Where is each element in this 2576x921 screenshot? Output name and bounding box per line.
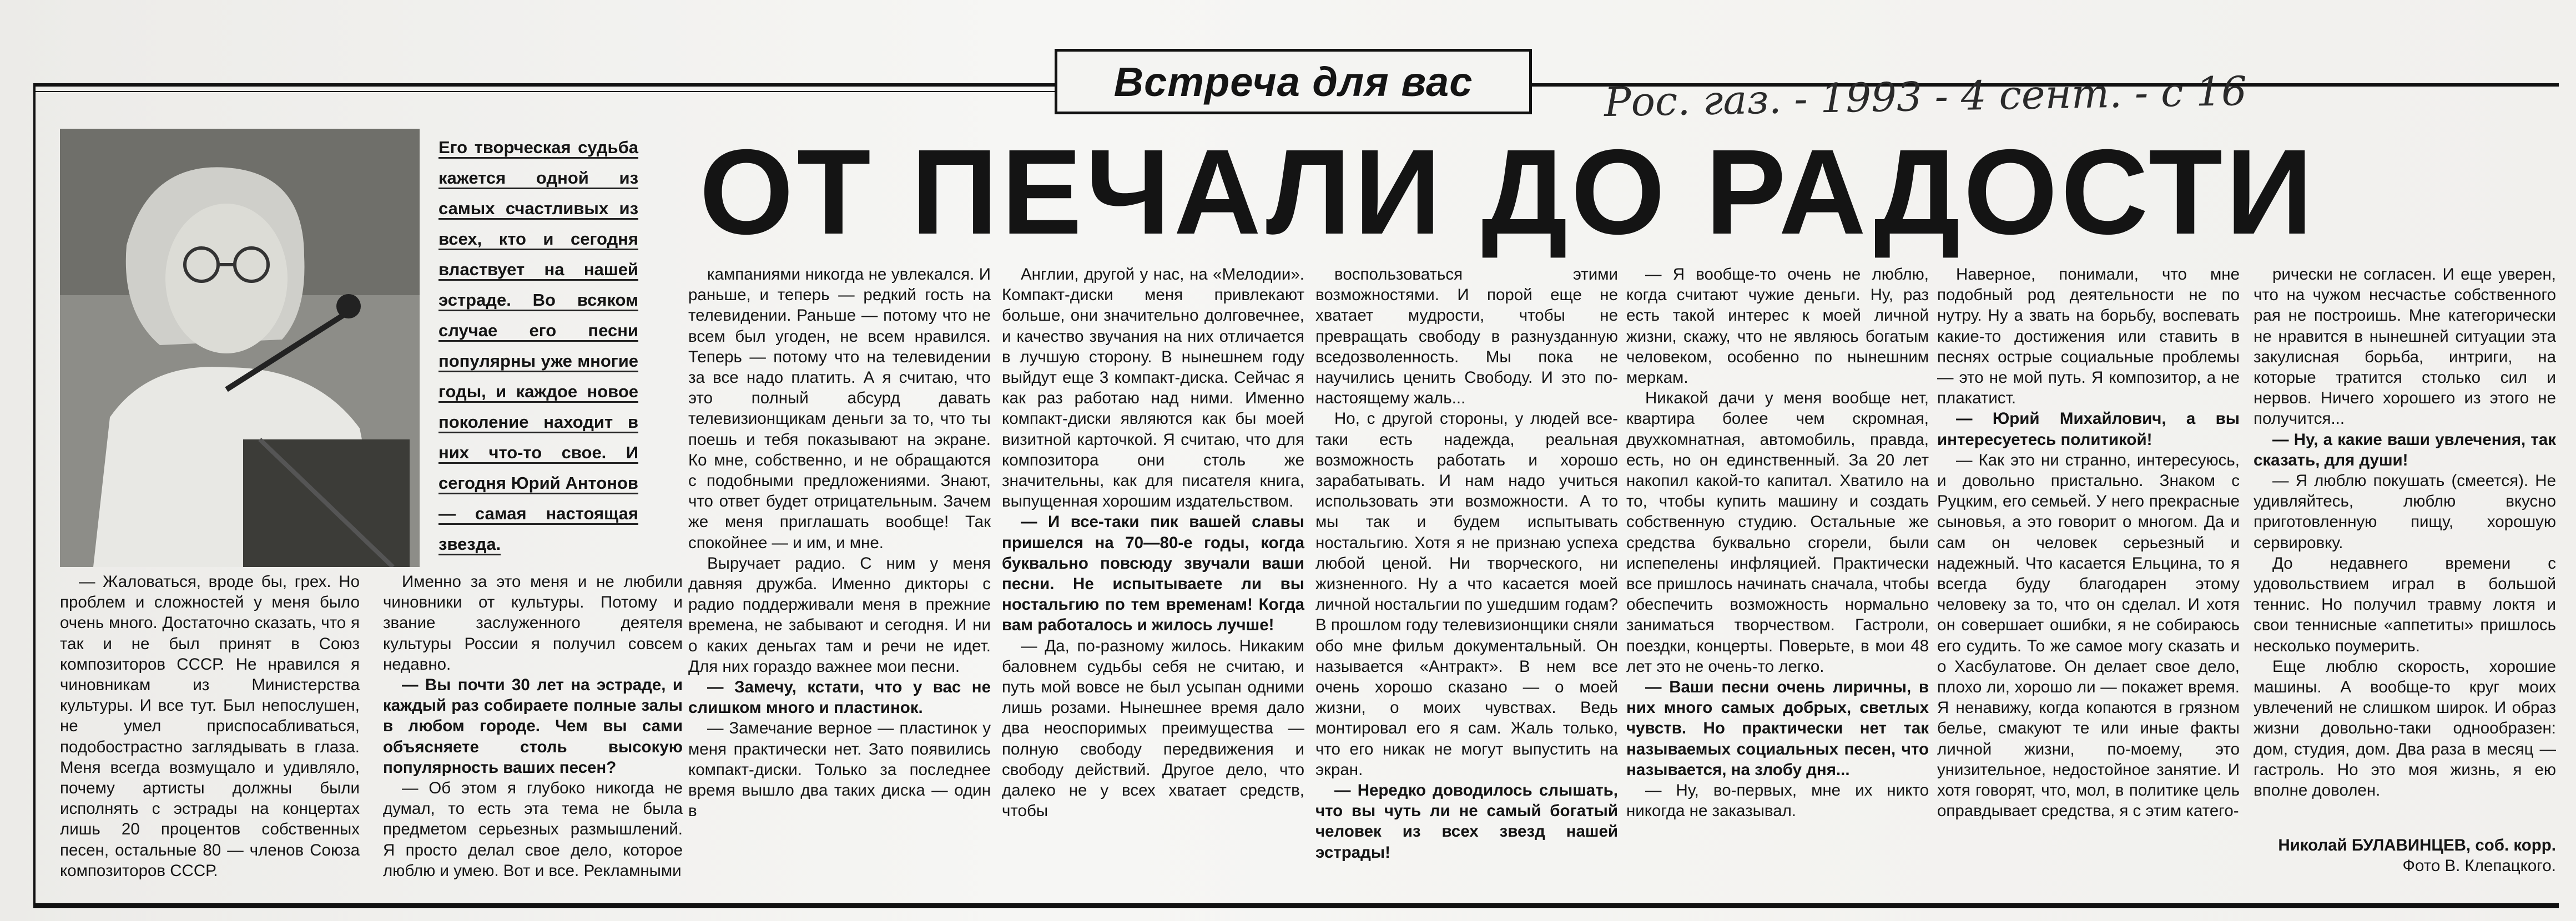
column-4 xyxy=(1002,264,1304,821)
interview-question: — Юрий Михайлович, а вы интересуетесь политикой! xyxy=(1937,409,2240,449)
article-paragraph: — Да, по-разному жилось. Никаким баловнем судьбы себя не считаю, и путь мой вовсе не был усыпан одними лишь розами. Нынешнее время дало два неоспоримых преимущества — полную свободу передвижения и свободу действий. Другое дело, что далеко не у всех хватает средств, чтобы xyxy=(1002,636,1304,821)
article-paragraph: воспользоваться этими возможностями. И порой еще не хватает мудрости, чтобы не превращать свободу в разнузданную вседозволенность. Мы пока не научились ценить Свободу. И это по-настоящему жаль... xyxy=(1315,265,1618,408)
interview-question: — Вы почти 30 лет на эстраде, и каждый раз собираете полные залы в любом городе. Чем вы сами объясняете столь высокую популярность ваших песен? xyxy=(383,676,683,777)
article-paragraph: — Я вообще-то очень не люблю, когда считают чужие деньги. Ну, раз есть такой интерес к моей личной жизни, скажу, что не являюсь богатым человеком, особенно по нынешним меркам. xyxy=(1626,265,1929,387)
portrait-photo xyxy=(60,129,420,567)
top-rule-thin xyxy=(33,91,1055,92)
article-paragraph: — Жаловаться, вроде бы, грех. Но проблем и сложностей у меня было очень много. Достаточно сказать, что я так и не был принят в Союз композиторов СССР. Не нравился я чиновникам из Министерства культуры. И все тут. Был непослушен, не умел приспосабливаться, подобострастно заглядывать в глаза. Меня всегда возмущало и удивляло, почему артисты должны были исполнять с эстрады на концертах лишь 20 процентов собственных песен, остальные 80 — членов Союза композиторов СССР. xyxy=(60,573,360,880)
column-5 xyxy=(1315,264,1618,863)
article-paragraph: кампаниями никогда не увлекался. И раньше, и теперь — редкий гость на телевидении. Раньше — потому что не всем был угоден, не всем нравился. Теперь — потому что на телевидении за все надо платить. А я считаю, что это полный абсурд давать телевизионщикам деньги за то, что ты поешь и тебя показывают на экране. Ко мне, собственно, и не обращаются с подобными предложениями. Знают, что ответ будет отрицательным. Зачем же меня приглашать вообще! Так спокойнее — и им, и мне. xyxy=(688,265,991,552)
article-paragraph: — Как это ни странно, интересуюсь, и довольно пристально. Знаком с Руцким, его семьей. У него прекрасные сыновья, а это говорит о многом. Да и сам он человек серьезный и надежный. Что касается Ельцина, то я всегда буду благодарен этому человеку за то, что он сделал. И хотя он совершает ошибки, я не собираюсь его судить. То же самое могу сказать и о Хасбулатове. Он делает свое дело, плохо ли, хорошо ли — покажет время. Я ненавижу, когда копаются в грязном белье, смакуют те или иные факты личной жизни, по-моему, это унизительное, недостойное занятие. И хотя говорят, что, мол, в политике цель оправдывает средства, я с этим катего- xyxy=(1937,451,2240,821)
column-6 xyxy=(1626,264,1929,821)
lead-text: Его творческая судьба кажется одной из самых счастливых из всех, кто и сегодня властвует на нашей эстраде. Во всяком случае его песни популярны уже многие годы, и каждое новое поколение находит в них что-то свое. И сегодня Юрий Антонов — самая настоящая звезда. xyxy=(438,138,638,555)
handwritten-source-note: Рос. газ. - 1993 - 4 сент. - с 16 xyxy=(1604,67,2247,126)
rubric-label: Встреча для вас xyxy=(1113,58,1473,105)
interview-question: — Ваши песни очень лиричны, в них много самых добрых, светлых чувств. Но практически нет так называемых социальных песен, что называется, на злобу дня... xyxy=(1626,678,1929,779)
article-paragraph: рически не согласен. И еще уверен, что на чужом несчастье собственного рая не построишь. Мне категорически не нравится в нынешней ситуации эта закулисная борьба, интриги, на которые тратится столько сил и нервов. Ничего хорошего из этого не получится... xyxy=(2254,265,2556,428)
article-paragraph: — Об этом я глубоко никогда не думал, то есть эта тема не была предметом серьезных размышлений. Я просто делал свое дело, которое люблю и умею. Вот и все. Рекламными xyxy=(383,779,683,880)
article-paragraph: — Замечание верное — пластинок у меня практически нет. Зато появились компакт-диски. Только за последнее время вышло два таких диска — один в xyxy=(688,719,991,821)
column-3 xyxy=(688,264,991,821)
article-paragraph: — Я люблю покушать (смеется). Не удивляйтесь, люблю вкусно приготовленную пищу, хорошую сервировку. xyxy=(2254,472,2556,552)
left-border xyxy=(33,83,36,904)
article-paragraph: Выручает радио. С ним у меня давняя дружба. Именно дикторы с радио поддерживали меня в прежние времена, не забывают и сегодня. И ни о каких деньгах там и речи не идет. Для них гораздо важнее мои песни. xyxy=(688,554,991,676)
rubric-box xyxy=(1055,49,1532,114)
column-1 xyxy=(60,571,360,881)
interview-question: — И все-таки пик вашей славы пришелся на 70—80-е годы, когда буквально повсюду звучали ваши песни. Не испытываете ли вы ностальгию по тем временам! Когда вам работалось и жилось лучше! xyxy=(1002,513,1304,635)
article-paragraph: Еще люблю скорость, хорошие машины. А вообще-то круг моих увлечений не слишком широк. И образ жизни довольно-таки однообразен: дом, студия, дом. Два раза в месяц — гастроль. Но это моя жизнь, я ею вполне доволен. xyxy=(2254,657,2556,800)
column-7 xyxy=(1937,264,2240,821)
byline-block xyxy=(2254,835,2556,876)
article-paragraph: Именно за это меня и не любили чиновники от культуры. Потому и звание заслуженного деятеля культуры России я получил совсем недавно. xyxy=(383,573,683,674)
interview-question: — Замечу, кстати, что у вас не слишком много и пластинок. xyxy=(688,678,991,717)
lead-paragraph xyxy=(438,132,638,559)
article-paragraph: Англии, другой у нас, на «Мелодии». Компакт-диски меня привлекают больше, они значительно долговечнее, и качество звучания на них отличается в лучшую сторону. В нынешнем году выйдут еще 3 компакт-диска. Сейчас я как раз работаю над ними. Именно компакт-диски являются как бы моей визитной карточкой. Я считаю, что для композитора они столь же значительны, как для писателя книга, выпущенная хорошим издательством. xyxy=(1002,265,1304,511)
interview-question: — Ну, а какие ваши увлечения, так сказать, для души! xyxy=(2254,430,2556,469)
article-paragraph: — Ну, во-первых, мне их никто никогда не заказывал. xyxy=(1626,781,1929,821)
bottom-rule xyxy=(33,903,2559,908)
photo-credit: Фото В. Клепацкого. xyxy=(2402,857,2556,876)
column-8 xyxy=(2254,264,2556,801)
author-signature: Николай БУЛАВИНЦЕВ, соб. корр. xyxy=(2278,836,2556,854)
top-rule xyxy=(33,83,1055,87)
interview-question: — Нередко доводилось слышать, что вы чуть ли не самый богатый человек из всех звезд нашей эстрады! xyxy=(1315,781,1618,862)
article-paragraph: Наверное, понимали, что мне подобный род деятельности не по нутру. Ну а звать на борьбу, воспевать какие-то достижения или ставить в песнях острые социальные проблемы — это не мой путь. Я композитор, а не плакатист. xyxy=(1937,265,2240,408)
article-paragraph: До недавнего времени с удовольствием играл в большой теннис. Но получил травму локтя и свои теннисные «аппетиты» пришлось несколько поумерить. xyxy=(2254,554,2556,655)
headline: ОТ ПЕЧАЛИ ДО РАДОСТИ xyxy=(699,125,2316,260)
portrait-image xyxy=(60,129,420,567)
article-paragraph: Но, с другой стороны, у людей все-таки есть надежда, реальная возможность работать и хорошо зарабатывать. И нам надо учиться использовать эти возможности. А то мы так и будем испытывать ностальгию. Хотя я не признаю успеха любой ценой. Ни творческого, ни жизненного. Ну а что касается моей личной ностальгии по ушедшим годам? В прошлом году телевизионщики сняли обо мне фильм документальный. Он называется «Антракт». В нем все очень хорошо сказано — о моей жизни, о моих чувствах. Ведь монтировал его я сам. Жаль только, что его никак не могут выпустить на экран. xyxy=(1315,409,1618,779)
column-2 xyxy=(383,571,683,881)
article-paragraph: Никакой дачи у меня вообще нет, квартира более чем скромная, двухкомнатная, автомобиль, правда, есть, но он единственный. За 20 лет накопил какой-то капитал. Хватило на то, чтобы купить машину и создать собственную студию. Остальные же средства буквально сгорели, были испепелены инфляцией. Практически все пришлось начинать сначала, чтобы обеспечить возможность нормально заниматься творчеством. Гастроли, поездки, концерты. Поверьте, в мои 48 лет это не очень-то легко. xyxy=(1626,389,1929,676)
